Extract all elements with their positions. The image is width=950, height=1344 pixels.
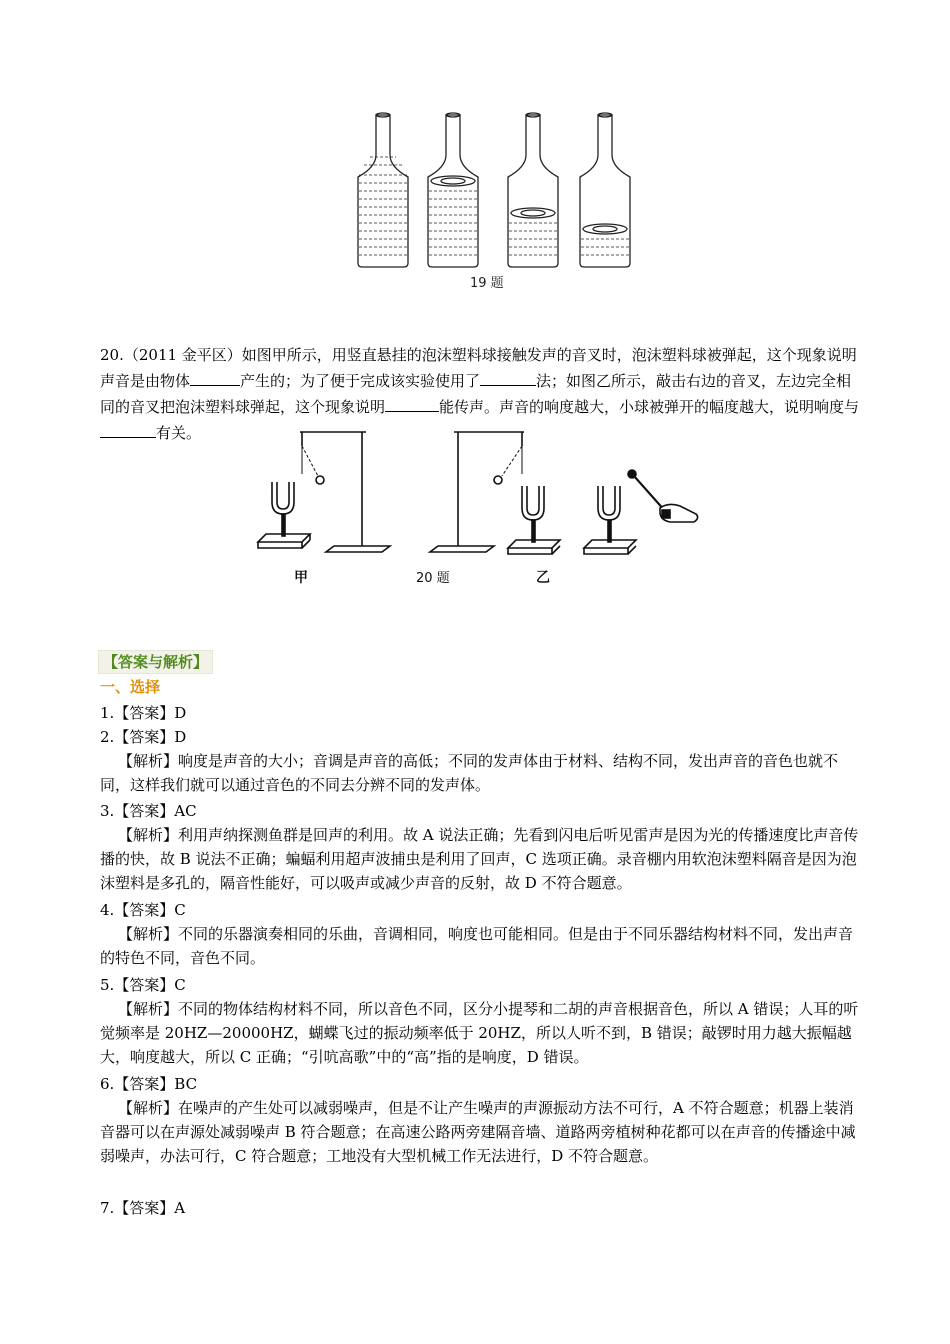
figure-19-caption: 19 题 — [470, 276, 504, 291]
blank-1[interactable] — [190, 369, 240, 386]
answer-5: 5.【答案】C — [100, 976, 186, 994]
answers-title: 【答案与解析】 — [98, 650, 213, 674]
bottle-4 — [580, 113, 630, 267]
hammer-and-hand — [628, 470, 698, 522]
analysis-6: 【解析】在噪声的产生处可以减弱噪声，但是不让产生噪声的声源振动方法不可行，A 不符合题意；机器上装消音器可以在声源处减弱噪声 B 符合题意；在高速公路两旁建隔音墙、道路两旁植树种花都可以在声音的传播途中减弱噪声，办法可行，C 符合题意；工地没有大型机械工作无法进行，D 不符合题意。 — [100, 1099, 856, 1165]
blank-3[interactable] — [385, 395, 439, 412]
figure-20-tuning-forks — [250, 414, 710, 594]
blank-4[interactable] — [100, 421, 156, 438]
bottle-2 — [428, 113, 478, 267]
bottle-1 — [358, 113, 408, 267]
analysis-5: 【解析】不同的物体结构材料不同，所以音色不同，区分小提琴和二胡的声音根据音色，所以 A 错误；人耳的听觉频率是 20HZ—20000HZ，蝴蝶飞过的振动频率低于 20HZ，所以人听不到，B 错误；敲锣时用力越大振幅越大，响度越大，所以 C 正确；“引吭高歌”中的“高”指的是响度，D 错误。 — [100, 1000, 859, 1066]
fork-right — [584, 486, 636, 554]
bottle-3 — [508, 113, 558, 267]
figure-20-label-right: 乙 — [536, 570, 550, 586]
answer-3: 3.【答案】AC — [100, 802, 197, 820]
answer-4: 4.【答案】C — [100, 901, 186, 919]
analysis-3: 【解析】利用声纳探测鱼群是回声的利用。故 A 说法正确；先看到闪电后听见雷声是因为光的传播速度比声音传播的快，故 B 说法不正确；蝙蝠利用超声波捕虫是利用了回声，C 选项正确。录音棚内用软泡沫塑料隔音是因为泡沫塑料是多孔的，隔音性能好，可以吸声或减少声音的反射，故 D 不符合题意。 — [100, 826, 859, 892]
analysis-4: 【解析】不同的乐器演奏相同的乐曲，音调相同，响度也可能相同。但是由于不同乐器结构材料不同，发出声音的特色不同，音色不同。 — [100, 925, 854, 967]
analysis-2: 【解析】响度是声音的大小；音调是声音的高低；不同的发声体由于材料、结构不同，发出声音的音色也就不同，这样我们就可以通过音色的不同去分辨不同的发声体。 — [100, 752, 839, 794]
figure-20-label-left: 甲 — [294, 570, 308, 586]
fork-middle — [508, 486, 560, 554]
stand-left — [300, 432, 390, 552]
stand-right — [430, 432, 524, 552]
question-20-text: 20.（2011 金平区）如图甲所示，用竖直悬挂的泡沫塑料球接触发声的音叉时，泡沫塑料球被弹起，这个现象说明声音是由物体 产生的；为了便于完成该实验使用了 法；如图乙所示，敲击右边的音叉，左边完全相同的音叉把泡沫塑料球弹起，这个现象说明 能传声。声音的响度越大，小球被弹开的幅度越大，说明响度与有关。 — [100, 346, 860, 442]
answer-1: 1.【答案】D — [100, 704, 187, 722]
answer-2: 2.【答案】D — [100, 728, 187, 746]
blank-2[interactable] — [480, 369, 536, 386]
fork-left — [258, 482, 310, 548]
figure-19-bottles — [340, 105, 640, 295]
section-heading: 一、选择 — [100, 678, 161, 696]
answer-7: 7.【答案】A — [100, 1199, 186, 1217]
figure-20-caption: 20 题 — [416, 571, 450, 586]
answer-6: 6.【答案】BC — [100, 1075, 198, 1093]
